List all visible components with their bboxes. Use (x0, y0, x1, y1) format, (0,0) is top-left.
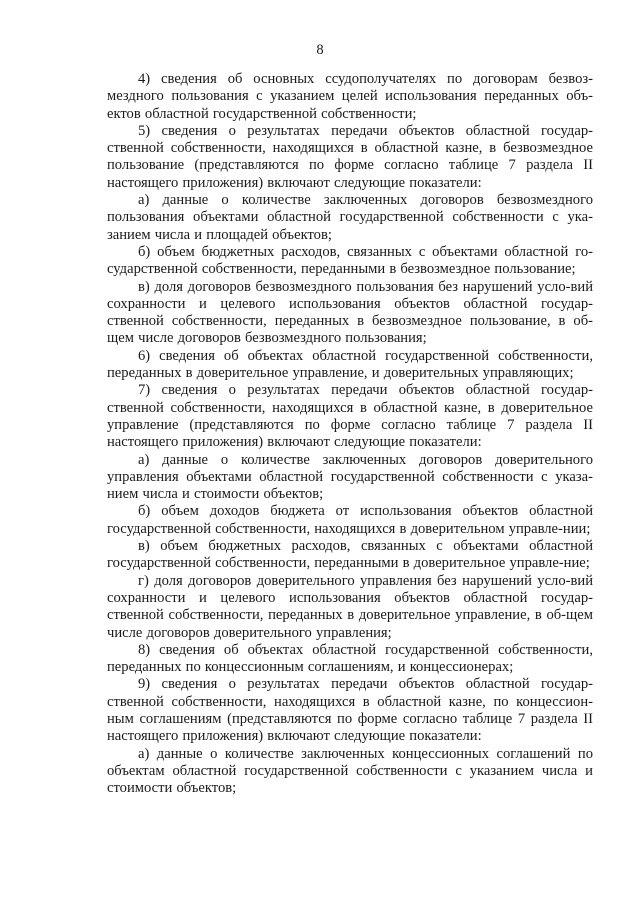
paragraph-item-4: 4) сведения об основных ссудополучателях по договорам безвоз-мездного пользования с указанием целей использования переданных объ-ектов областной государственной собственности; (107, 71, 593, 122)
paragraph-item-5: 5) сведения о результатах передачи объектов областной государ-ственной собственности, находящихся в областной казне, в безвозмездное пользование (представляются по форме согласно таблице 7 раздела II настоящего приложения) включают следующие показатели: (107, 122, 593, 191)
paragraph-item-7g: г) доля договоров доверительного управления без нарушений усло-вий сохранности и целевого использования объектов областной государ-ственной собственности, переданных в доверительное управление, в об-щем числе договоров доверительного управления; (107, 572, 593, 641)
paragraph-item-7v: в) объем бюджетных расходов, связанных с объектами областной государственной собственности, переданными в доверительное управле-ние; (107, 538, 593, 572)
paragraph-item-9a: а) данные о количестве заключенных концессионных соглашений по объектам областной государственной собственности с указанием числа и стоимости объектов; (107, 745, 593, 797)
document-body (107, 71, 593, 797)
paragraph-item-6: 6) сведения об объектах областной государственной собственности, переданных в доверительное управление, и доверительных управляющих; (107, 347, 593, 382)
paragraph-item-9: 9) сведения о результатах передачи объектов областной государ-ственной собственности, находящихся в областной казне, по концессион-ным соглашениям (представляются по форме согласно таблице 7 раздела II настоящего приложения) включают следующие показатели: (107, 676, 593, 745)
paragraph-item-7a: а) данные о количестве заключенных договоров доверительного управления объектами областной государственной собственности с указа-нием числа и стоимости объектов; (107, 451, 593, 503)
paragraph-item-8: 8) сведения об объектах областной государственной собственности, переданных по концессионным соглашениям, и концессионерах; (107, 641, 593, 676)
paragraph-item-7: 7) сведения о результатах передачи объектов областной государ-ственной собственности, находящихся в областной казне, в доверительное управление (представляются по форме согласно таблице 7 раздела II настоящего приложения) включают следующие показатели: (107, 382, 593, 451)
page-number: 8 (316, 42, 324, 58)
paragraph-item-5b: б) объем бюджетных расходов, связанных с объектами областной го-сударственной собственности, переданными в безвозмездное пользование; (107, 243, 593, 278)
paragraph-item-7b: б) объем доходов бюджета от использования объектов областной государственной собственности, находящихся в доверительном управле-нии; (107, 503, 593, 537)
paragraph-item-5a: а) данные о количестве заключенных договоров безвозмездного пользования объектами областной государственной собственности с ука-занием числа и площадей объектов; (107, 192, 593, 243)
paragraph-item-5v: в) доля договоров безвозмездного пользования без нарушений усло-вий сохранности и целевого использования объектов областной государ-ственной собственности, переданных в безвозмездное пользование, в об-щем числе договоров безвозмездного пользования; (107, 278, 593, 347)
